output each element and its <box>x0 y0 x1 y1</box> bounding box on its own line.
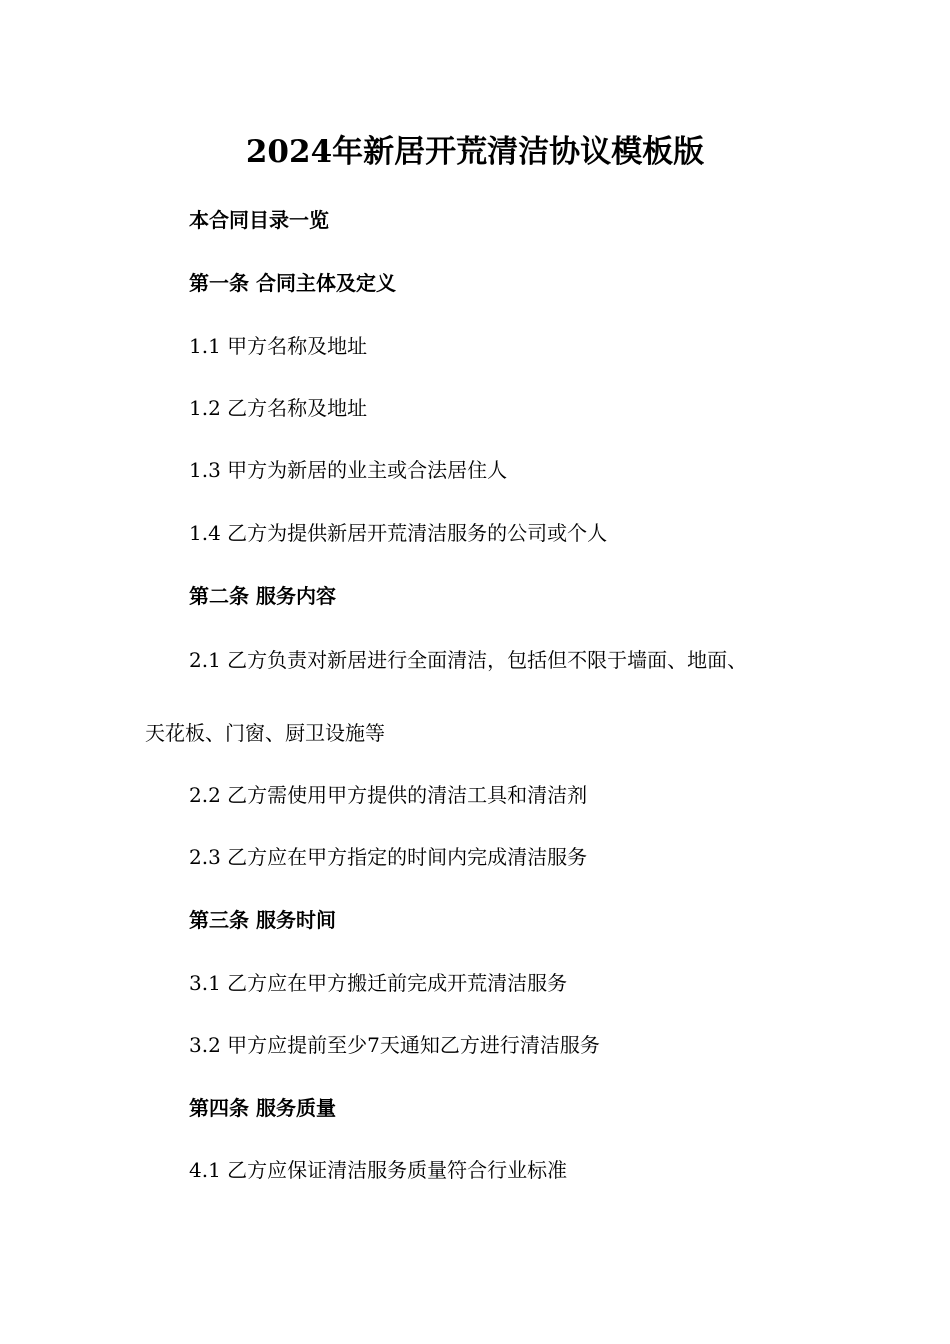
clause-2-1-line-2: 天花板、门窗、厨卫设施等 <box>145 721 385 745</box>
clause-3-2: 3.2 甲方应提前至少7天通知乙方进行清洁服务 <box>189 1033 600 1057</box>
clause-1-1: 1.1 甲方名称及地址 <box>189 334 368 358</box>
clause-1-3: 1.3 甲方为新居的业主或合法居住人 <box>189 458 508 482</box>
clause-2-1-line-1: 2.1 乙方负责对新居进行全面清洁，包括但不限于墙面、地面、 <box>189 648 748 672</box>
clause-4-1: 4.1 乙方应保证清洁服务质量符合行业标准 <box>189 1158 568 1182</box>
article-3-heading: 第三条 服务时间 <box>189 908 336 932</box>
article-4-heading: 第四条 服务质量 <box>189 1096 336 1120</box>
toc-heading: 本合同目录一览 <box>189 208 329 232</box>
document-title: 2024年新居开荒清洁协议模板版 <box>245 134 705 170</box>
clause-2-2: 2.2 乙方需使用甲方提供的清洁工具和清洁剂 <box>189 783 588 807</box>
article-2-heading: 第二条 服务内容 <box>189 584 336 608</box>
clause-1-2: 1.2 乙方名称及地址 <box>189 396 368 420</box>
clause-2-3: 2.3 乙方应在甲方指定的时间内完成清洁服务 <box>189 845 588 869</box>
clause-3-1: 3.1 乙方应在甲方搬迁前完成开荒清洁服务 <box>189 971 568 995</box>
article-1-heading: 第一条 合同主体及定义 <box>189 271 396 295</box>
clause-1-4: 1.4 乙方为提供新居开荒清洁服务的公司或个人 <box>189 521 608 545</box>
